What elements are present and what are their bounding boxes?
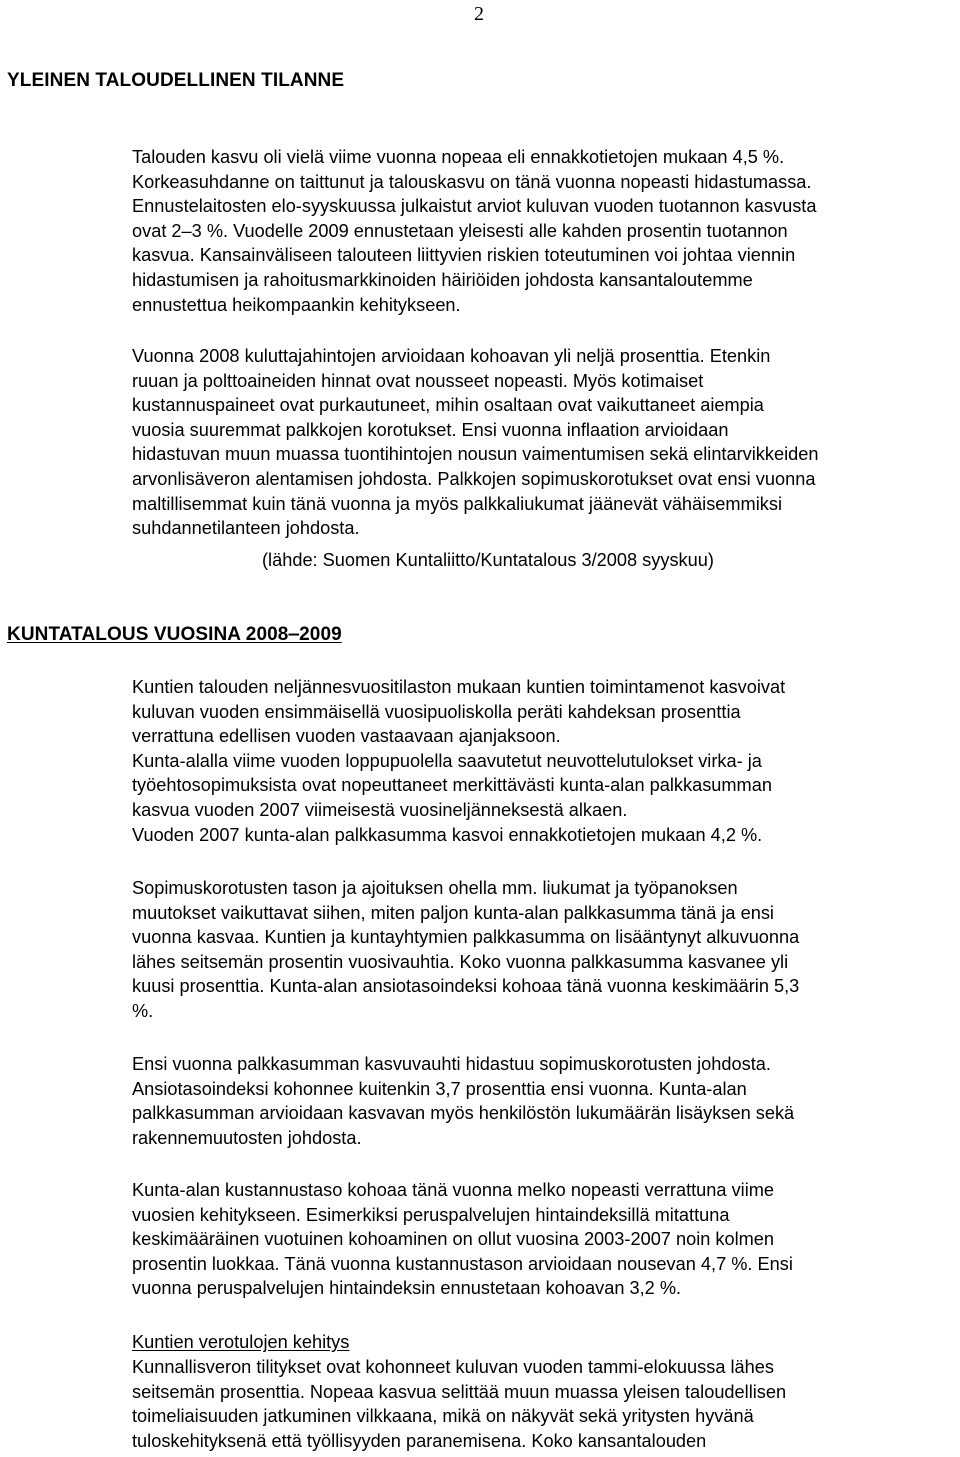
paragraph-wage-sum <box>132 876 957 1024</box>
text-line: Kunta-alalla viime vuoden loppupuolella saavutetut neuvottelutulokset virka- ja <box>132 750 762 771</box>
paragraph-inflation <box>132 344 957 541</box>
text-line: Kunnallisveron tilitykset ovat kohonneet kuluvan vuoden tammi-elokuussa lähes <box>132 1357 774 1377</box>
text-line: Vuonna 2008 kuluttajahintojen arvioidaan kohoavan yli neljä prosenttia. Etenkin <box>132 346 771 366</box>
page-number: 2 <box>474 3 484 25</box>
paragraph-tax-revenue <box>132 1355 957 1453</box>
text-line: verrattuna edellisen vuoden vastaavaan ajanjaksoon. <box>132 726 561 747</box>
text-line: %. <box>132 1000 154 1021</box>
paragraph-operating-expenses <box>132 675 957 847</box>
paragraph-wage-growth-next-year <box>132 1052 957 1150</box>
text-line: Korkeasuhdanne on taittunut ja talouskasvu on tänä vuonna nopeasti hidastumassa. <box>132 171 812 192</box>
text-line: Kunta-alan kustannustaso kohoaa tänä vuonna melko nopeasti verrattuna viime <box>132 1180 775 1200</box>
text-line: lähes seitsemän prosentin vuosivauhtia. Koko vuonna palkkasumma kasvanee yli <box>132 951 789 972</box>
text-line: kasvua. Kansainväliseen talouteen liittyvien riskien toteutuminen voi johtaa viennin <box>132 245 796 266</box>
text-line: suhdannetilanteen johdosta. <box>132 518 360 539</box>
text-line: maltillisemmat kuin tänä vuonna ja myös palkkaliukumat jäänevät vähäisemmiksi <box>132 493 782 514</box>
paragraph-cost-level <box>132 1178 957 1301</box>
text-line: Ensi vuonna palkkasumman kasvuvauhti hidastuu sopimuskorotusten johdosta. <box>132 1054 771 1074</box>
text-line: hidastuvan muun muassa tuontihintojen nousun vaimentumisen sekä elintarvikkeiden <box>132 444 819 465</box>
text-line: hidastumisen ja rahoitusmarkkinoiden häiriöiden johdosta kansantaloutemme <box>132 269 753 290</box>
text-line: kuusi prosenttia. Kunta-alan ansiotasoindeksi kohoaa tänä vuonna keskimäärin 5,3 <box>132 976 800 997</box>
text-line: ovat 2‒3 %. Vuodelle 2009 ennustetaan yleisesti alle kahden prosentin tuotannon <box>132 220 788 241</box>
text-line: Ansiotasoindeksi kohonnee kuitenkin 3,7 prosenttia ensi vuonna. Kunta-alan <box>132 1078 747 1099</box>
text-line: keskimääräinen vuotuinen kohoaminen on ollut vuosina 2003-2007 noin kolmen <box>132 1229 775 1250</box>
text-line: tuloskehityksenä että työllisyyden paranemisena. Koko kansantalouden <box>132 1430 707 1451</box>
section-title-general-economy: YLEINEN TALOUDELLINEN TILANNE <box>7 70 345 91</box>
text-line: palkkasumman arvioidaan kasvavan myös henkilöstön lukumäärän lisäyksen sekä <box>132 1103 795 1124</box>
text-line: rakennemuutosten johdosta. <box>132 1127 362 1148</box>
section-title-municipal-economy: KUNTATALOUS VUOSINA 2008‒2009 <box>7 624 342 645</box>
text-line: Kuntien talouden neljännesvuositilaston mukaan kuntien toimintamenot kasvoivat <box>132 677 786 697</box>
text-line: Talouden kasvu oli vielä viime vuonna nopeaa eli ennakkotietojen mukaan 4,5 %. <box>132 147 785 167</box>
text-line: vuonna kasvaa. Kuntien ja kuntayhtymien palkkasumma on lisääntynyt alkuvuonna <box>132 927 800 948</box>
text-line: kuluvan vuoden ensimmäisellä vuosipuoliskolla peräti kahdeksan prosenttia <box>132 701 741 722</box>
text-line: työehtosopimuksista ovat nopeuttaneet merkittävästi kunta-alan palkkasumman <box>132 775 772 796</box>
text-line: vuosia suuremmat palkkojen korotukset. Ensi vuonna inflaation arvioidaan <box>132 419 729 440</box>
subheading-tax-revenue: Kuntien verotulojen kehitys <box>132 1332 350 1352</box>
text-line: ennustettua heikompaankin kehitykseen. <box>132 294 461 315</box>
text-line: kasvua vuoden 2007 viimeisestä vuosineljänneksestä alkaen. <box>132 799 628 820</box>
text-line: Vuoden 2007 kunta-alan palkkasumma kasvoi ennakkotietojen mukaan 4,2 %. <box>132 824 763 845</box>
paragraph-economy-growth <box>132 145 957 317</box>
text-line: muutokset vaikuttavat siihen, miten paljon kunta-alan palkkasumma tänä ja ensi <box>132 902 774 923</box>
text-line: kustannuspaineet ovat purkautuneet, mihin osaltaan ovat vaikuttaneet aiempia <box>132 395 764 416</box>
text-line: prosentin luokkaa. Tänä vuonna kustannustason arvioidaan nousevan 4,7 %. Ensi <box>132 1253 793 1274</box>
text-line: Ennustelaitosten elo-syyskuussa julkaistut arviot kuluvan vuoden tuotannon kasvusta <box>132 196 817 217</box>
text-line: vuonna peruspalvelujen hintaindeksin ennustetaan kohoavan 3,2 %. <box>132 1278 682 1299</box>
text-line: Sopimuskorotusten tason ja ajoituksen ohella mm. liukumat ja työpanoksen <box>132 878 738 898</box>
source-citation: (lähde: Suomen Kuntaliitto/Kuntatalous 3/2008 syyskuu) <box>262 550 714 570</box>
text-line: toimeliaisuuden jatkuminen vilkkaana, mikä on näkyvät sekä yritysten hyvänä <box>132 1406 754 1427</box>
text-line: vuosien kehitykseen. Esimerkiksi peruspalvelujen hintaindeksillä mitattuna <box>132 1204 730 1225</box>
text-line: seitsemän prosenttia. Nopeaa kasvua selittää muun muassa yleisen taloudellisen <box>132 1381 787 1402</box>
text-line: arvonlisäveron alentamisen johdosta. Palkkojen sopimuskorotukset ovat ensi vuonna <box>132 468 816 489</box>
text-line: ruuan ja polttoaineiden hinnat ovat nousseet nopeasti. Myös kotimaiset <box>132 370 704 391</box>
